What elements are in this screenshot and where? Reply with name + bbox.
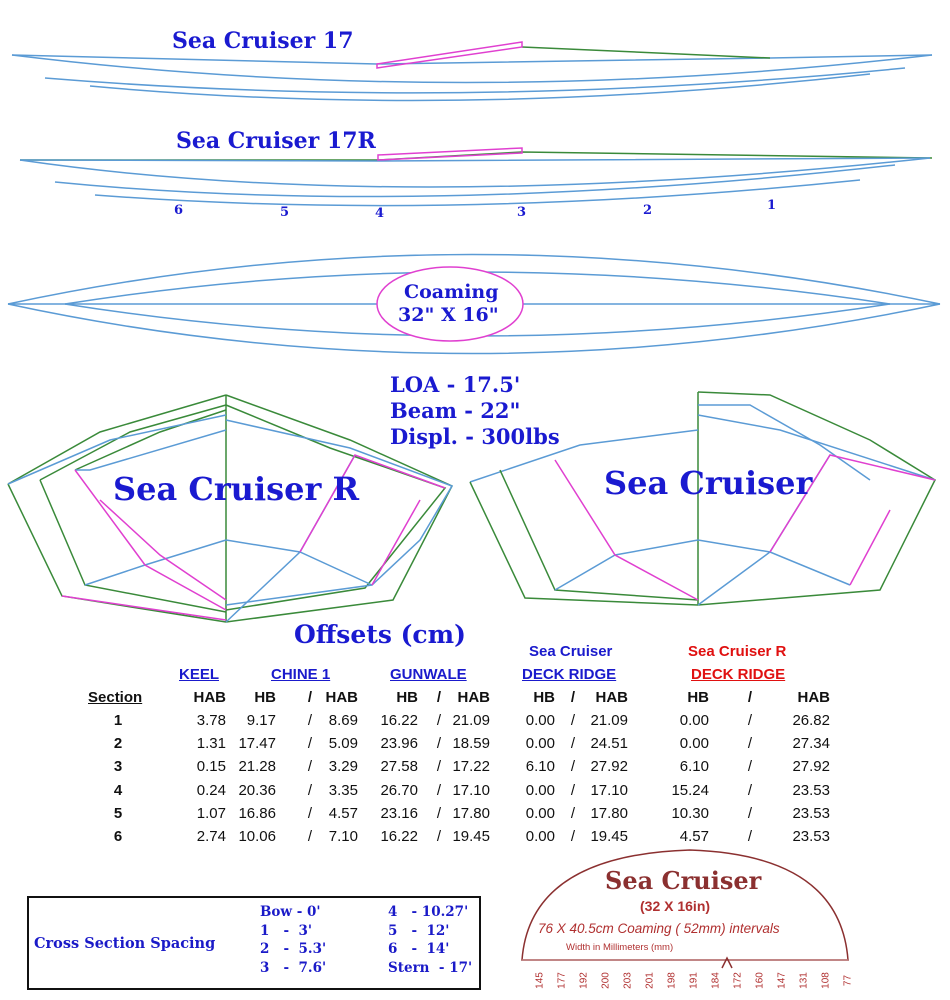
spacing-entry: Bow - 0' bbox=[260, 904, 321, 920]
template-width-label: 184 bbox=[710, 972, 722, 989]
sub-header: HB bbox=[254, 689, 276, 706]
table-cell: / bbox=[570, 735, 575, 753]
sub-header: HB bbox=[533, 689, 555, 706]
station-label: 4 bbox=[375, 206, 385, 221]
sub-header: HB bbox=[396, 689, 418, 706]
table-cell: 27.58 bbox=[380, 758, 418, 776]
table-cell: 24.51 bbox=[590, 735, 628, 753]
table-cell: 6.10 bbox=[679, 758, 709, 776]
template-width-label: 172 bbox=[732, 972, 744, 989]
template-units: Width in Millimeters (mm) bbox=[566, 942, 674, 953]
table-cell: 16.86 bbox=[238, 804, 276, 822]
template-width-label: 147 bbox=[776, 972, 788, 989]
station-label: 5 bbox=[280, 205, 290, 220]
table-cell: 19.45 bbox=[452, 828, 490, 845]
table-cell: / bbox=[570, 781, 575, 799]
table-cell: / bbox=[570, 828, 575, 845]
loa-spec: LOA - 17.5' bbox=[390, 372, 521, 397]
table-cell: 16.22 bbox=[380, 712, 418, 729]
hdr-sc-deck: DECK RIDGE bbox=[522, 666, 617, 683]
table-cell: 0.00 bbox=[679, 712, 709, 729]
template-width-label: 160 bbox=[754, 972, 766, 989]
table-cell: 27.92 bbox=[590, 758, 628, 776]
table-cell: 8.69 bbox=[328, 712, 358, 729]
table-cell: 21.28 bbox=[238, 758, 276, 776]
hdr-scr-deck: DECK RIDGE bbox=[691, 666, 786, 683]
template-width-label: 191 bbox=[688, 972, 700, 989]
table-cell: 0.00 bbox=[679, 735, 709, 753]
table-cell: 7.10 bbox=[328, 828, 358, 845]
sc-label: Sea Cruiser bbox=[604, 464, 813, 502]
sub-header: HAB bbox=[457, 689, 490, 706]
spacing-entry: 5 - 12' bbox=[388, 922, 450, 939]
row-section: 1 bbox=[113, 712, 123, 729]
table-cell: 5.09 bbox=[328, 735, 358, 753]
table-cell: 0.00 bbox=[525, 735, 555, 753]
table-cell: 23.53 bbox=[792, 804, 830, 822]
table-cell: 17.10 bbox=[452, 781, 490, 799]
hdr-sc-top: Sea Cruiser bbox=[529, 643, 613, 660]
template-width-label: 203 bbox=[622, 972, 634, 989]
template-size: (32 X 16in) bbox=[640, 898, 711, 914]
station-label: 1 bbox=[767, 198, 777, 213]
table-cell: 23.53 bbox=[792, 828, 830, 845]
table-cell: / bbox=[436, 828, 441, 845]
table-cell: 1.31 bbox=[196, 735, 226, 753]
table-cell: 0.24 bbox=[196, 781, 226, 799]
sub-header: HAB bbox=[797, 689, 830, 706]
template-width-label: 201 bbox=[644, 972, 656, 989]
spacing-entry: 1 - 3' bbox=[260, 922, 313, 939]
template-width-label: 77 bbox=[842, 974, 854, 987]
table-cell: / bbox=[436, 712, 441, 729]
beam-spec: Beam - 22" bbox=[390, 398, 521, 423]
row-section: 3 bbox=[113, 758, 123, 776]
table-cell: 0.00 bbox=[525, 712, 555, 729]
table-cell: / bbox=[747, 781, 752, 799]
sub-header: HAB bbox=[193, 689, 226, 706]
table-cell: 0.00 bbox=[525, 804, 555, 822]
row-section: 5 bbox=[113, 804, 123, 822]
sc-r-label: Sea Cruiser R bbox=[113, 470, 360, 508]
hdr-scr-top: Sea Cruiser R bbox=[688, 643, 787, 660]
table-cell: / bbox=[570, 712, 575, 729]
row-section: 4 bbox=[113, 781, 123, 799]
table-cell: 0.15 bbox=[196, 758, 226, 776]
template-title: Sea Cruiser bbox=[605, 866, 762, 895]
table-cell: 4.57 bbox=[328, 804, 358, 822]
table-cell: 26.70 bbox=[380, 781, 418, 799]
sc17-profile bbox=[12, 42, 932, 100]
template-width-label: 198 bbox=[666, 972, 678, 989]
table-cell: / bbox=[747, 712, 752, 729]
row-section: 2 bbox=[113, 735, 123, 753]
sub-header: HB bbox=[687, 689, 709, 706]
template-width-label: 192 bbox=[578, 972, 590, 989]
displ-spec: Displ. - 300lbs bbox=[390, 424, 560, 449]
table-cell: / bbox=[747, 804, 752, 822]
spacing-entry: 3 - 7.6' bbox=[260, 959, 327, 976]
table-cell: / bbox=[747, 828, 752, 845]
hdr-section: Section bbox=[88, 689, 143, 706]
table-cell: 17.10 bbox=[590, 781, 628, 799]
table-cell: / bbox=[570, 804, 575, 822]
sc17r-profile bbox=[20, 148, 932, 206]
coaming-label: Coaming bbox=[404, 281, 499, 303]
table-cell: / bbox=[436, 735, 441, 753]
sub-header: / bbox=[436, 689, 441, 706]
table-cell: 17.80 bbox=[590, 804, 628, 822]
table-cell: / bbox=[747, 758, 752, 776]
template-width-label: 145 bbox=[534, 972, 546, 989]
sc17r-title: Sea Cruiser 17R bbox=[176, 128, 376, 154]
spacing-entry: 4 - 10.27' bbox=[388, 904, 469, 920]
table-cell: 27.92 bbox=[792, 758, 830, 776]
table-cell: / bbox=[307, 712, 312, 729]
table-cell: / bbox=[307, 735, 312, 753]
table-cell: 23.96 bbox=[380, 735, 418, 753]
table-cell: / bbox=[307, 781, 312, 799]
template-width-label: 108 bbox=[820, 972, 832, 989]
spacing-entry: 6 - 14' bbox=[388, 941, 450, 957]
hdr-gunwale: GUNWALE bbox=[390, 666, 467, 683]
table-cell: 17.80 bbox=[452, 804, 490, 822]
hdr-keel: KEEL bbox=[179, 666, 220, 683]
table-cell: 10.06 bbox=[238, 828, 276, 845]
table-cell: 4.57 bbox=[679, 828, 709, 845]
table-cell: 15.24 bbox=[671, 781, 709, 799]
table-cell: 3.78 bbox=[196, 712, 226, 729]
sub-header: HAB bbox=[595, 689, 628, 706]
template-width-label: 200 bbox=[600, 972, 612, 989]
table-cell: / bbox=[747, 735, 752, 753]
table-cell: / bbox=[436, 781, 441, 799]
table-cell: 26.82 bbox=[792, 712, 830, 729]
table-cell: 9.17 bbox=[246, 712, 276, 729]
coaming-size: 32" X 16" bbox=[398, 304, 499, 326]
table-cell: / bbox=[307, 758, 312, 776]
table-cell: 3.35 bbox=[328, 781, 358, 799]
table-cell: 23.16 bbox=[380, 804, 418, 822]
table-cell: 3.29 bbox=[328, 758, 358, 776]
station-label: 6 bbox=[174, 203, 184, 218]
table-cell: 17.22 bbox=[452, 758, 490, 776]
sc17-title: Sea Cruiser 17 bbox=[172, 28, 354, 54]
station-label: 2 bbox=[643, 203, 653, 218]
table-cell: 19.45 bbox=[590, 828, 628, 845]
sub-header: / bbox=[307, 689, 312, 706]
table-cell: 17.47 bbox=[238, 735, 276, 753]
offsets-title: Offsets (cm) bbox=[294, 620, 466, 649]
sub-header: HAB bbox=[325, 689, 358, 706]
table-cell: / bbox=[570, 758, 575, 776]
table-cell: 10.30 bbox=[671, 804, 709, 822]
sc-r-body-plan bbox=[8, 395, 452, 622]
table-cell: / bbox=[436, 758, 441, 776]
sub-header: / bbox=[747, 689, 752, 706]
station-label: 3 bbox=[517, 205, 527, 220]
template-width-label: 177 bbox=[556, 972, 568, 989]
spacing-label: Cross Section Spacing bbox=[34, 935, 216, 952]
table-cell: / bbox=[436, 804, 441, 822]
row-section: 6 bbox=[113, 828, 123, 845]
table-cell: 16.22 bbox=[380, 828, 418, 845]
table-cell: 21.09 bbox=[452, 712, 490, 729]
table-cell: 0.00 bbox=[525, 828, 555, 845]
table-cell: 21.09 bbox=[590, 712, 628, 729]
template-width-label: 131 bbox=[798, 972, 810, 989]
table-cell: 20.36 bbox=[238, 781, 276, 799]
sub-header: / bbox=[570, 689, 575, 706]
table-cell: 0.00 bbox=[525, 781, 555, 799]
table-cell: / bbox=[307, 804, 312, 822]
template-desc: 76 X 40.5cm Coaming ( 52mm) intervals bbox=[538, 921, 780, 936]
table-cell: 23.53 bbox=[792, 781, 830, 799]
spacing-entry: 2 - 5.3' bbox=[260, 941, 327, 957]
spacing-entry: Stern - 17' bbox=[388, 959, 473, 976]
table-cell: 18.59 bbox=[452, 735, 490, 753]
table-cell: 2.74 bbox=[196, 828, 226, 845]
table-cell: 6.10 bbox=[525, 758, 555, 776]
table-cell: / bbox=[307, 828, 312, 845]
table-cell: 1.07 bbox=[196, 804, 226, 822]
hdr-chine: CHINE 1 bbox=[271, 666, 331, 683]
table-cell: 27.34 bbox=[792, 735, 830, 753]
